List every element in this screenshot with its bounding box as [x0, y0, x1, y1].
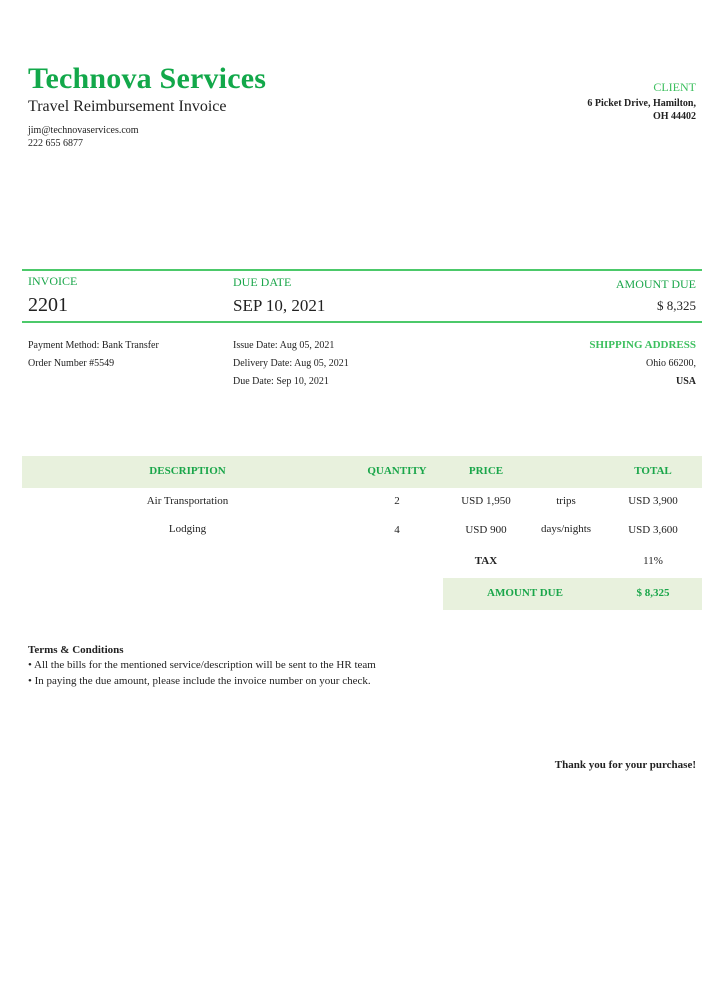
payment-method: Payment Method: Bank Transfer [28, 340, 159, 351]
invoice-label: INVOICE [28, 274, 78, 288]
column-header-total: TOTAL [634, 465, 672, 477]
order-number: Order Number #5549 [28, 358, 115, 369]
tax-value: 11% [643, 555, 663, 567]
row-total: USD 3,900 [628, 495, 678, 507]
row-unit: days/nights [540, 523, 592, 535]
row-total: USD 3,600 [628, 524, 678, 536]
table-amount-due-value: $ 8,325 [636, 587, 670, 599]
row-description: Air Transportation [146, 495, 229, 507]
due-date-value: SEP 10, 2021 [233, 296, 326, 315]
row-price: USD 900 [465, 524, 507, 536]
column-header-price: PRICE [468, 465, 504, 477]
amount-due-label: AMOUNT DUE [615, 277, 696, 291]
shipping-address-line2: USA [675, 376, 696, 387]
thank-you-note: Thank you for your purchase! [554, 759, 696, 771]
shipping-address-label: SHIPPING ADDRESS [589, 339, 696, 351]
table-amount-due-label: AMOUNT DUE [487, 587, 563, 599]
due-date-label: DUE DATE [233, 275, 292, 289]
shipping-address-line1: Ohio 66200, [646, 358, 696, 369]
terms-line: • In paying the due amount, please include the invoice number on your check. [28, 675, 371, 687]
column-header-quantity: QUANTITY [367, 465, 427, 477]
company-phone: 222 655 6877 [28, 138, 83, 149]
row-quantity: 2 [394, 495, 400, 507]
client-address-line2: OH 44402 [652, 111, 696, 122]
client-block [587, 80, 696, 123]
terms-title: Terms & Conditions [28, 644, 124, 656]
client-label: CLIENT [653, 80, 696, 94]
column-header-description: DESCRIPTION [149, 465, 226, 477]
issue-date: Issue Date: Aug 05, 2021 [233, 340, 335, 351]
row-description: Lodging [168, 523, 207, 535]
tax-label: TAX [474, 555, 498, 567]
terms-line: • All the bills for the mentioned service/description will be sent to the HR team [28, 659, 376, 671]
company-name: Technova Services [28, 62, 267, 95]
summary-top-rule [22, 269, 702, 271]
row-quantity: 4 [394, 524, 400, 536]
company-email: jim@technovaservices.com [28, 125, 139, 136]
amount-due-value: $ 8,325 [657, 298, 696, 313]
summary-bottom-rule [22, 321, 702, 323]
detail-due-date: Due Date: Sep 10, 2021 [233, 376, 329, 387]
client-address-line1: 6 Picket Drive, Hamilton, [587, 98, 696, 109]
invoice-subtitle: Travel Reimbursement Invoice [28, 98, 227, 115]
row-unit: trips [556, 495, 576, 507]
row-price: USD 1,950 [461, 495, 511, 507]
delivery-date: Delivery Date: Aug 05, 2021 [233, 358, 349, 369]
invoice-number: 2201 [28, 294, 68, 316]
